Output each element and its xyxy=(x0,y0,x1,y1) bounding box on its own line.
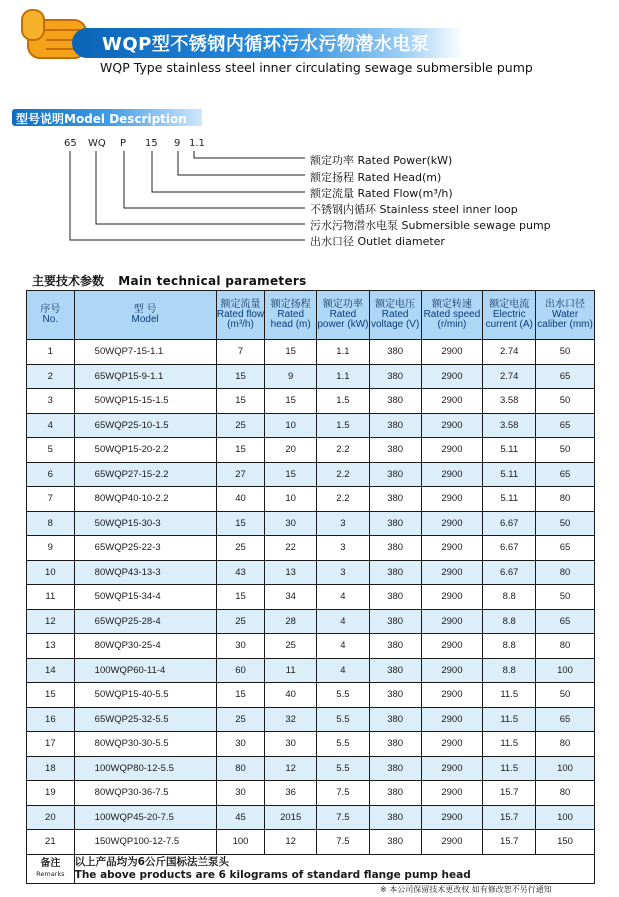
value-cell: 7.5 xyxy=(317,805,370,830)
value-cell: 4 xyxy=(317,585,370,610)
value-cell: 10 xyxy=(265,413,317,438)
value-cell: 15 xyxy=(216,389,265,414)
value-cell: 25 xyxy=(216,609,265,634)
value-cell: 380 xyxy=(369,634,421,659)
row-number: 1 xyxy=(27,340,75,365)
table-row xyxy=(27,585,595,610)
page-title: WQP型不锈钢内循环污水污物潜水电泵 xyxy=(102,34,430,55)
table-row xyxy=(27,756,595,781)
value-cell: 15.7 xyxy=(483,781,536,806)
value-cell: 11.5 xyxy=(483,732,536,757)
value-cell: 1.1 xyxy=(317,364,370,389)
value-cell: 2900 xyxy=(421,634,483,659)
value-cell: 15.7 xyxy=(483,830,536,855)
value-cell: 8.8 xyxy=(483,634,536,659)
remarks-en: The above products are 6 kilograms of standard flange pump head xyxy=(74,868,471,881)
value-cell: 1.5 xyxy=(317,413,370,438)
value-cell: 5.5 xyxy=(317,707,370,732)
value-cell: 2900 xyxy=(421,536,483,561)
value-cell: 100 xyxy=(216,830,265,855)
table-row xyxy=(27,658,595,683)
row-number: 10 xyxy=(27,560,75,585)
value-cell: 80 xyxy=(536,781,595,806)
value-cell: 15 xyxy=(216,511,265,536)
row-number: 14 xyxy=(27,658,75,683)
value-cell: 380 xyxy=(369,830,421,855)
row-number: 9 xyxy=(27,536,75,561)
value-cell: 43 xyxy=(216,560,265,585)
value-cell: 10 xyxy=(265,487,317,512)
value-cell: 13 xyxy=(265,560,317,585)
value-cell: 2900 xyxy=(421,511,483,536)
value-cell: 2900 xyxy=(421,805,483,830)
value-cell: 380 xyxy=(369,389,421,414)
legend-inner-loop: 不锈钢内循环 Stainless steel inner loop xyxy=(310,203,518,216)
value-cell: 30 xyxy=(216,732,265,757)
legend-rated-power: 额定功率 Rated Power(kW) xyxy=(310,154,453,167)
value-cell: 80 xyxy=(536,634,595,659)
legend-rated-head: 额定扬程 Rated Head(m) xyxy=(310,171,442,184)
value-cell: 2900 xyxy=(421,389,483,414)
column-header xyxy=(536,291,595,340)
value-cell: 5.5 xyxy=(317,756,370,781)
value-cell: 100 xyxy=(536,805,595,830)
value-cell: 65 xyxy=(536,609,595,634)
model-cell: 150WQP100-12-7.5 xyxy=(74,830,216,855)
model-cell: 50WQP7-15-1.1 xyxy=(74,340,216,365)
row-number: 11 xyxy=(27,585,75,610)
value-cell: 380 xyxy=(369,707,421,732)
value-cell: 100 xyxy=(536,756,595,781)
code-part-power: 1.1 xyxy=(189,138,205,149)
value-cell: 25 xyxy=(216,413,265,438)
column-header xyxy=(265,291,317,340)
value-cell: 36 xyxy=(265,781,317,806)
value-cell: 6.67 xyxy=(483,560,536,585)
value-cell: 80 xyxy=(536,560,595,585)
value-cell: 380 xyxy=(369,585,421,610)
value-cell: 11 xyxy=(265,658,317,683)
column-header-en: Rated speed (r/min) xyxy=(423,309,481,330)
remarks-row xyxy=(27,854,595,883)
value-cell: 380 xyxy=(369,609,421,634)
table-row xyxy=(27,609,595,634)
row-number: 20 xyxy=(27,805,75,830)
value-cell: 380 xyxy=(369,511,421,536)
legend-rated-flow: 额定流量 Rated Flow(m³/h) xyxy=(310,187,453,200)
table-row xyxy=(27,732,595,757)
value-cell: 2900 xyxy=(421,830,483,855)
code-part-diameter: 65 xyxy=(64,138,77,149)
table-title-cn: 主要技术参数 xyxy=(32,274,105,288)
model-cell: 100WQP45-20-7.5 xyxy=(74,805,216,830)
value-cell: 50 xyxy=(536,389,595,414)
value-cell: 5.11 xyxy=(483,438,536,463)
value-cell: 7.5 xyxy=(317,830,370,855)
column-header-en: Rated flow (m³/h) xyxy=(216,309,265,330)
table-row xyxy=(27,462,595,487)
footer-note: ※ 本公司保留技术更改权 如有修改恕不另行通知 xyxy=(380,885,552,894)
value-cell: 380 xyxy=(369,683,421,708)
table-row xyxy=(27,805,595,830)
legend-sewage-pump: 污水污物潜水电泵 Submersible sewage pump xyxy=(310,219,551,232)
value-cell: 34 xyxy=(265,585,317,610)
value-cell: 12 xyxy=(265,830,317,855)
value-cell: 11.5 xyxy=(483,683,536,708)
value-cell: 2900 xyxy=(421,462,483,487)
column-header-cn: 额定流量 xyxy=(220,299,261,310)
table-row xyxy=(27,560,595,585)
value-cell: 27 xyxy=(216,462,265,487)
column-header-en: No. xyxy=(42,314,59,325)
column-header-en: Rated power (kW) xyxy=(317,309,369,330)
column-header-en: Water caliber (mm) xyxy=(537,309,593,330)
model-cell: 65WQP25-28-4 xyxy=(74,609,216,634)
column-header-en: Model xyxy=(131,314,159,325)
table-row xyxy=(27,536,595,561)
value-cell: 2900 xyxy=(421,487,483,512)
value-cell: 3 xyxy=(317,536,370,561)
value-cell: 65 xyxy=(536,462,595,487)
model-cell: 50WQP15-40-5.5 xyxy=(74,683,216,708)
code-part-head: 9 xyxy=(174,138,181,149)
value-cell: 11.5 xyxy=(483,756,536,781)
value-cell: 8.8 xyxy=(483,609,536,634)
model-cell: 65WQP25-32-5.5 xyxy=(74,707,216,732)
value-cell: 8.8 xyxy=(483,585,536,610)
value-cell: 8.8 xyxy=(483,658,536,683)
value-cell: 2.74 xyxy=(483,340,536,365)
value-cell: 380 xyxy=(369,364,421,389)
value-cell: 3.58 xyxy=(483,389,536,414)
value-cell: 25 xyxy=(265,634,317,659)
model-cell: 100WQP80-12-5.5 xyxy=(74,756,216,781)
column-header-cn: 额定转速 xyxy=(431,299,472,310)
value-cell: 3 xyxy=(317,560,370,585)
row-number: 21 xyxy=(27,830,75,855)
value-cell: 15 xyxy=(216,438,265,463)
table-row xyxy=(27,511,595,536)
value-cell: 80 xyxy=(216,756,265,781)
value-cell: 65 xyxy=(536,536,595,561)
model-cell: 65WQP15-9-1.1 xyxy=(74,364,216,389)
value-cell: 2900 xyxy=(421,364,483,389)
value-cell: 1.1 xyxy=(317,340,370,365)
page-subtitle: WQP Type stainless steel inner circulating sewage submersible pump xyxy=(100,60,533,75)
value-cell: 2900 xyxy=(421,609,483,634)
model-cell: 80WQP40-10-2.2 xyxy=(74,487,216,512)
model-cell: 80WQP30-25-4 xyxy=(74,634,216,659)
value-cell: 2900 xyxy=(421,340,483,365)
row-number: 5 xyxy=(27,438,75,463)
table-row xyxy=(27,830,595,855)
remarks-label-en: Remarks xyxy=(36,869,65,878)
column-header xyxy=(483,291,536,340)
value-cell: 15 xyxy=(265,462,317,487)
value-cell: 40 xyxy=(216,487,265,512)
column-header-cn: 额定功率 xyxy=(322,299,363,310)
value-cell: 2.2 xyxy=(317,487,370,512)
value-cell: 380 xyxy=(369,340,421,365)
value-cell: 45 xyxy=(216,805,265,830)
value-cell: 6.67 xyxy=(483,511,536,536)
model-cell: 80WQP30-30-5.5 xyxy=(74,732,216,757)
code-part-p: P xyxy=(120,138,127,149)
row-number: 4 xyxy=(27,413,75,438)
model-cell: 65WQP27-15-2.2 xyxy=(74,462,216,487)
value-cell: 2900 xyxy=(421,732,483,757)
table-title xyxy=(32,272,307,289)
model-cell: 80WQP30-36-7.5 xyxy=(74,781,216,806)
value-cell: 2.74 xyxy=(483,364,536,389)
value-cell: 20 xyxy=(265,438,317,463)
value-cell: 30 xyxy=(216,634,265,659)
value-cell: 2015 xyxy=(265,805,317,830)
value-cell: 50 xyxy=(536,683,595,708)
value-cell: 50 xyxy=(536,340,595,365)
value-cell: 40 xyxy=(265,683,317,708)
value-cell: 380 xyxy=(369,462,421,487)
value-cell: 50 xyxy=(536,585,595,610)
value-cell: 65 xyxy=(536,364,595,389)
value-cell: 32 xyxy=(265,707,317,732)
value-cell: 2900 xyxy=(421,781,483,806)
value-cell: 5.5 xyxy=(317,732,370,757)
value-cell: 15 xyxy=(216,364,265,389)
value-cell: 380 xyxy=(369,756,421,781)
value-cell: 380 xyxy=(369,805,421,830)
row-number: 13 xyxy=(27,634,75,659)
value-cell: 15 xyxy=(216,585,265,610)
value-cell: 65 xyxy=(536,707,595,732)
value-cell: 80 xyxy=(536,732,595,757)
value-cell: 4 xyxy=(317,658,370,683)
row-number: 7 xyxy=(27,487,75,512)
value-cell: 30 xyxy=(265,732,317,757)
value-cell: 380 xyxy=(369,560,421,585)
table-row xyxy=(27,413,595,438)
column-header-cn: 型 号 xyxy=(133,304,157,315)
column-header-cn: 额定电流 xyxy=(489,299,530,310)
remarks-label-cn: 备注 xyxy=(40,857,61,869)
row-number: 3 xyxy=(27,389,75,414)
model-cell: 65WQP25-22-3 xyxy=(74,536,216,561)
value-cell: 60 xyxy=(216,658,265,683)
row-number: 12 xyxy=(27,609,75,634)
value-cell: 28 xyxy=(265,609,317,634)
model-cell: 50WQP15-30-3 xyxy=(74,511,216,536)
value-cell: 2900 xyxy=(421,413,483,438)
value-cell: 4 xyxy=(317,634,370,659)
value-cell: 2.2 xyxy=(317,438,370,463)
value-cell: 2900 xyxy=(421,560,483,585)
column-header-en: Electric current (A) xyxy=(485,309,533,330)
value-cell: 380 xyxy=(369,413,421,438)
value-cell: 2900 xyxy=(421,585,483,610)
value-cell: 3 xyxy=(317,511,370,536)
table-row xyxy=(27,487,595,512)
value-cell: 380 xyxy=(369,732,421,757)
value-cell: 15 xyxy=(265,389,317,414)
column-header-cn: 额定电压 xyxy=(375,299,416,310)
value-cell: 380 xyxy=(369,536,421,561)
value-cell: 15 xyxy=(216,683,265,708)
value-cell: 50 xyxy=(536,511,595,536)
column-header xyxy=(421,291,483,340)
spec-table xyxy=(26,290,595,884)
row-number: 15 xyxy=(27,683,75,708)
value-cell: 25 xyxy=(216,536,265,561)
table-row xyxy=(27,634,595,659)
column-header-cn: 出水口径 xyxy=(545,299,586,310)
value-cell: 1.5 xyxy=(317,389,370,414)
table-row xyxy=(27,707,595,732)
value-cell: 2900 xyxy=(421,756,483,781)
legend-outlet-diameter: 出水口径 Outlet diameter xyxy=(310,235,445,248)
row-number: 17 xyxy=(27,732,75,757)
value-cell: 4 xyxy=(317,609,370,634)
remarks-label xyxy=(27,854,75,883)
table-row xyxy=(27,683,595,708)
value-cell: 22 xyxy=(265,536,317,561)
value-cell: 12 xyxy=(265,756,317,781)
row-number: 2 xyxy=(27,364,75,389)
value-cell: 5.5 xyxy=(317,683,370,708)
column-header xyxy=(216,291,265,340)
row-number: 16 xyxy=(27,707,75,732)
column-header xyxy=(74,291,216,340)
value-cell: 11.5 xyxy=(483,707,536,732)
value-cell: 380 xyxy=(369,781,421,806)
value-cell: 2.2 xyxy=(317,462,370,487)
model-cell: 65WQP25-10-1.5 xyxy=(74,413,216,438)
value-cell: 2900 xyxy=(421,658,483,683)
model-cell: 50WQP15-20-2.2 xyxy=(74,438,216,463)
model-cell: 100WQP60-11-4 xyxy=(74,658,216,683)
table-row xyxy=(27,340,595,365)
table-title-en: Main technical parameters xyxy=(118,274,307,288)
value-cell: 100 xyxy=(536,658,595,683)
value-cell: 3.58 xyxy=(483,413,536,438)
model-cell: 50WQP15-34-4 xyxy=(74,585,216,610)
row-number: 8 xyxy=(27,511,75,536)
column-header-en: Rated voltage (V) xyxy=(370,309,420,330)
value-cell: 2900 xyxy=(421,683,483,708)
column-header-cn: 额定扬程 xyxy=(270,299,311,310)
value-cell: 150 xyxy=(536,830,595,855)
column-header xyxy=(369,291,421,340)
value-cell: 15 xyxy=(265,340,317,365)
table-row xyxy=(27,438,595,463)
model-description-title: 型号说明Model Description xyxy=(16,112,187,126)
row-number: 19 xyxy=(27,781,75,806)
value-cell: 30 xyxy=(265,511,317,536)
value-cell: 25 xyxy=(216,707,265,732)
table-row xyxy=(27,781,595,806)
value-cell: 30 xyxy=(216,781,265,806)
model-cell: 80WQP43-13-3 xyxy=(74,560,216,585)
column-header xyxy=(27,291,75,340)
table-row xyxy=(27,389,595,414)
value-cell: 380 xyxy=(369,658,421,683)
value-cell: 7 xyxy=(216,340,265,365)
value-cell: 380 xyxy=(369,438,421,463)
value-cell: 7.5 xyxy=(317,781,370,806)
remarks-text xyxy=(74,854,594,883)
model-cell: 50WQP15-15-1.5 xyxy=(74,389,216,414)
value-cell: 6.67 xyxy=(483,536,536,561)
table-row xyxy=(27,364,595,389)
value-cell: 15.7 xyxy=(483,805,536,830)
value-cell: 5.11 xyxy=(483,487,536,512)
code-part-wq: WQ xyxy=(88,138,106,149)
column-header-cn: 序号 xyxy=(40,304,61,315)
value-cell: 380 xyxy=(369,487,421,512)
value-cell: 80 xyxy=(536,487,595,512)
value-cell: 50 xyxy=(536,438,595,463)
row-number: 18 xyxy=(27,756,75,781)
value-cell: 2900 xyxy=(421,438,483,463)
code-part-flow: 15 xyxy=(145,138,158,149)
column-header xyxy=(317,291,370,340)
remarks-cn: 以上产品均为6公斤国标法兰泵头 xyxy=(74,855,229,868)
value-cell: 5.11 xyxy=(483,462,536,487)
row-number: 6 xyxy=(27,462,75,487)
table-header-row xyxy=(27,291,595,340)
value-cell: 9 xyxy=(265,364,317,389)
value-cell: 2900 xyxy=(421,707,483,732)
value-cell: 65 xyxy=(536,413,595,438)
column-header-en: Rated head (m) xyxy=(270,309,311,330)
